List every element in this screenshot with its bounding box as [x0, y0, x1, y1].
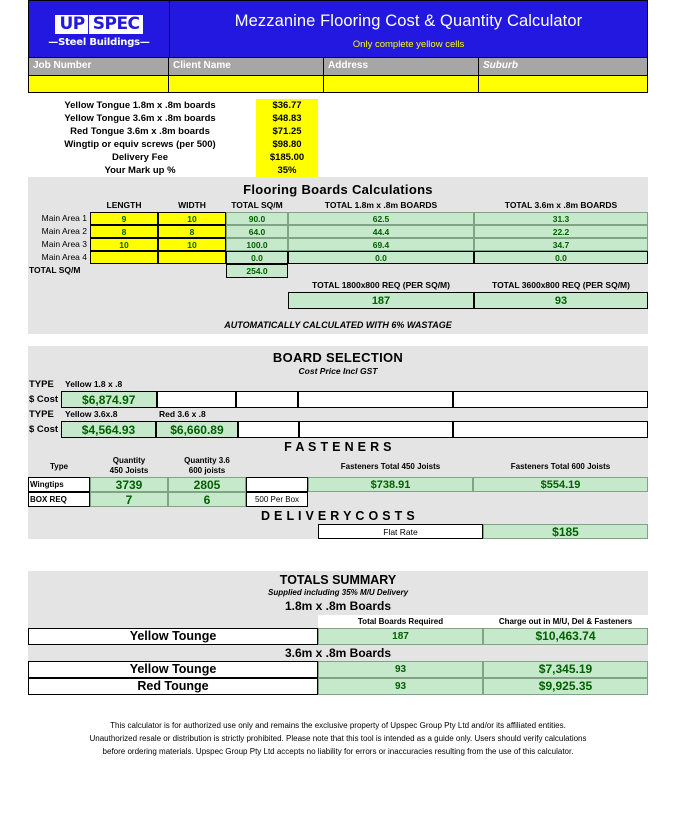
fastener-qty-600: 2805: [168, 477, 246, 492]
price-row: [28, 164, 648, 177]
price-row: [28, 112, 648, 125]
title-banner: [28, 0, 648, 58]
width-input[interactable]: 8: [158, 225, 226, 238]
total-sqm-header: TOTAL SQ/M: [231, 200, 283, 210]
board-type-row-2: [28, 408, 648, 421]
table-row: [28, 238, 648, 251]
wastage-note: AUTOMATICALLY CALCULATED WITH 6% WASTAGE: [224, 320, 452, 330]
price-label: Delivery Fee: [112, 152, 168, 163]
board-cost-4: [298, 391, 453, 408]
banner-text-block: [170, 1, 647, 57]
quantity-450-header-line1: Quantity: [112, 456, 146, 465]
price-list: [28, 99, 648, 177]
boards-36-value: 34.7: [474, 238, 648, 251]
board-cost-1: $6,874.97: [61, 391, 157, 408]
spacer-cell: [473, 492, 648, 507]
board-qty: 187: [318, 628, 483, 645]
width-input[interactable]: 10: [158, 238, 226, 251]
disclaimer-line-2: Unauthorized resale or distribution is strictly prohibited. Please note that this tool is intended as a guide only. Users should verify calculations: [89, 734, 587, 743]
banner-instruction: Only complete yellow cells: [352, 38, 465, 50]
totals-summary-title: TOTALS SUMMARY: [279, 573, 397, 587]
job-info-input-row: [28, 76, 648, 93]
totals-summary-band: [28, 571, 648, 615]
spacer-cell: [158, 264, 226, 278]
table-row: [28, 678, 648, 695]
fastener-type-header: Type: [49, 462, 69, 471]
area-label: Main Area 2: [28, 225, 90, 238]
logo-spec-text: SPEC: [89, 15, 143, 34]
client-name-input[interactable]: [169, 76, 324, 93]
board-type-3: Yellow 3.6x.8: [65, 409, 118, 419]
flooring-corner-cell: [28, 198, 90, 212]
logo-wordmark: [55, 12, 142, 34]
spacer-cell: [246, 455, 308, 477]
table-row: [28, 212, 648, 225]
logo-up-text: UP: [55, 15, 87, 34]
address-input[interactable]: [324, 76, 479, 93]
wastage-note-band: [28, 316, 648, 334]
page-title: Mezzanine Flooring Cost & Quantity Calculator: [234, 11, 583, 30]
board-selection-subtitle: Cost Price Incl GST: [298, 366, 378, 376]
fastener-box-600: 6: [168, 492, 246, 507]
flat-rate-label: Flat Rate: [318, 524, 483, 539]
delivery-band: [28, 507, 648, 524]
total-sqm-value: 254.0: [226, 264, 288, 278]
job-info-header-row: [28, 58, 648, 76]
width-input[interactable]: 10: [158, 212, 226, 225]
spacer-gap: [28, 334, 648, 346]
board-amount: $10,463.74: [483, 628, 648, 645]
flooring-header-row: [28, 198, 648, 212]
board-cost-5: [453, 391, 648, 408]
width-input[interactable]: [158, 251, 226, 264]
spacer-cell: [28, 278, 288, 292]
board-type-4: Red 3.6 x .8: [159, 409, 206, 419]
spacer-cell: [28, 292, 288, 309]
boards-18-value: 44.4: [288, 225, 474, 238]
sqm-value: 64.0: [226, 225, 288, 238]
boards-36-value: 22.2: [474, 225, 648, 238]
spacer-cell: [474, 264, 648, 278]
length-input[interactable]: 9: [90, 212, 158, 225]
width-header: WIDTH: [178, 200, 206, 210]
price-row: [28, 138, 648, 151]
price-input[interactable]: $98.80: [256, 138, 318, 151]
spacer-cell: [28, 524, 318, 539]
totals-header-row: [28, 615, 648, 628]
job-number-header: Job Number: [28, 58, 169, 76]
quantity-450-header-line2: 450 Joists: [109, 465, 149, 475]
markup-input[interactable]: 35%: [256, 164, 318, 177]
length-input[interactable]: [90, 251, 158, 264]
disclaimer-line-1: This calculator is for authorized use only and remains the exclusive property of Upspec Group Pty Ltd and/or its affiliated entities.: [110, 721, 566, 730]
table-row: [28, 251, 648, 264]
disclaimer: [28, 719, 648, 758]
area-label: Main Area 4: [28, 251, 90, 264]
quantity-600-header-line2: 600 joists: [188, 465, 226, 475]
total-sqm-label: TOTAL SQ/M: [28, 264, 90, 278]
quantity-450-header: [90, 455, 168, 477]
fastener-type: Wingtips: [28, 477, 90, 492]
req-3600-header: TOTAL 3600x800 REQ (PER SQ/M): [492, 280, 630, 290]
price-row: [28, 125, 648, 138]
board-type-1: Yellow 1.8 x .8: [65, 379, 123, 389]
board-name: Yellow Tounge: [28, 661, 318, 678]
board-cost-6: $4,564.93: [61, 421, 156, 438]
fastener-total-600: $554.19: [473, 477, 648, 492]
fasteners-title: F A S T E N E R S: [284, 440, 392, 454]
spacer-gap: [28, 539, 648, 571]
totals-section-18: 1.8m x .8m Boards: [284, 599, 392, 613]
board-name: Yellow Tounge: [28, 628, 318, 645]
fasteners-total-450-header: Fasteners Total 450 Joists: [340, 462, 441, 471]
req-value-row: [28, 292, 648, 309]
fastener-box-450: 7: [90, 492, 168, 507]
flat-rate-value: $185: [483, 524, 648, 539]
board-selection-title: BOARD SELECTION: [272, 350, 404, 365]
board-type-row-1: [28, 378, 648, 391]
cost-label: $ Cost: [28, 421, 61, 438]
boards-36-value: 0.0: [474, 251, 648, 264]
sqm-value: 90.0: [226, 212, 288, 225]
charge-out-header: Charge out in M/U, Del & Fasteners: [483, 615, 648, 628]
totals-section-36-band: [28, 645, 648, 661]
content-frame: [28, 0, 648, 758]
type-label: TYPE: [28, 408, 61, 421]
type-label: TYPE: [28, 378, 61, 391]
price-label: Yellow Tongue 1.8m x .8m boards: [64, 100, 216, 111]
board-name: Red Tounge: [28, 678, 318, 695]
per-box-note: 500 Per Box: [246, 492, 308, 507]
boards-36-value: 31.3: [474, 212, 648, 225]
delivery-row: [28, 524, 648, 539]
price-label: Wingtip or equiv screws (per 500): [64, 139, 216, 150]
fastener-total-450: $738.91: [308, 477, 473, 492]
sqm-value: 100.0: [226, 238, 288, 251]
board-cost-2: [157, 391, 237, 408]
quantity-600-header: [168, 455, 246, 477]
board-qty: 93: [318, 661, 483, 678]
board-cost-9: [299, 421, 453, 438]
fasteners-band: [28, 438, 648, 455]
fasteners-total-600-header: Fasteners Total 600 Joists: [510, 462, 611, 471]
price-input[interactable]: $71.25: [256, 125, 318, 138]
suburb-header: Suburb: [479, 58, 648, 76]
table-row: [28, 628, 648, 645]
disclaimer-line-3: before ordering materials. Upspec Group Pty Ltd accepts no liability for errors or inaccuracies resulting from the use of this calculator.: [102, 747, 574, 756]
address-header: Address: [324, 58, 479, 76]
board-cost-row-1: [28, 391, 648, 408]
client-name-header: Client Name: [169, 58, 324, 76]
boards-18-value: 69.4: [288, 238, 474, 251]
board-type-2: [155, 378, 235, 391]
upspec-logo: [29, 1, 170, 57]
board-amount: $7,345.19: [483, 661, 648, 678]
delivery-title: D E L I V E R Y C O S T S: [260, 509, 416, 523]
price-label: Your Mark up %: [104, 165, 176, 176]
fastener-type: BOX REQ: [28, 492, 90, 507]
req-1800-value: 187: [288, 292, 474, 309]
flooring-section-title: Flooring Boards Calculations: [243, 182, 433, 197]
quantity-600-header-line1: Quantity 3.6: [184, 456, 230, 465]
board-qty: 93: [318, 678, 483, 695]
board-cost-10: [453, 421, 648, 438]
total-boards-required-header: Total Boards Required: [318, 615, 483, 628]
total-sqm-row: [28, 264, 648, 278]
price-row: [28, 151, 648, 164]
length-header: LENGTH: [106, 200, 142, 210]
suburb-input[interactable]: [479, 76, 648, 93]
board-cost-3: [236, 391, 298, 408]
req-1800-header: TOTAL 1800x800 REQ (PER SQ/M): [312, 280, 450, 290]
table-row: [28, 225, 648, 238]
sqm-value: 0.0: [226, 251, 288, 264]
fastener-qty-450: 3739: [90, 477, 168, 492]
cost-label: $ Cost: [28, 391, 61, 408]
fastener-note: [246, 477, 308, 492]
area-label: Main Area 1: [28, 212, 90, 225]
spacer-cell: [308, 492, 473, 507]
total-18-boards-header: TOTAL 1.8m x .8m BOARDS: [324, 200, 438, 210]
spacer-cell: [28, 615, 318, 628]
board-amount: $9,925.35: [483, 678, 648, 695]
table-row: [28, 492, 648, 507]
spacer-cell: [90, 264, 158, 278]
price-row: [28, 99, 648, 112]
totals-summary-subtitle: Supplied including 35% M/U Delivery: [267, 588, 409, 597]
logo-tagline: —Steel Buildings—: [48, 37, 150, 48]
length-input[interactable]: 8: [90, 225, 158, 238]
fasteners-header-row: [28, 455, 648, 477]
price-input[interactable]: $48.83: [256, 112, 318, 125]
price-label: Red Tongue 3.6m x .8m boards: [70, 126, 210, 137]
boards-18-value: 0.0: [288, 251, 474, 264]
totals-section-36: 3.6m x .8m Boards: [284, 646, 392, 660]
length-input[interactable]: 10: [90, 238, 158, 251]
total-36-boards-header: TOTAL 3.6m x .8m BOARDS: [504, 200, 618, 210]
spacer-band: [28, 309, 648, 316]
board-cost-7: $6,660.89: [156, 421, 237, 438]
price-input[interactable]: $36.77: [256, 99, 318, 112]
boards-18-value: 62.5: [288, 212, 474, 225]
price-input[interactable]: $185.00: [256, 151, 318, 164]
area-label: Main Area 3: [28, 238, 90, 251]
job-number-input[interactable]: [28, 76, 169, 93]
table-row: [28, 477, 648, 492]
board-selection-band: [28, 346, 648, 378]
flooring-section-band: [28, 177, 648, 198]
board-cost-row-2: [28, 421, 648, 438]
req-header-row: [28, 278, 648, 292]
req-3600-value: 93: [474, 292, 648, 309]
table-row: [28, 661, 648, 678]
price-label: Yellow Tongue 3.6m x .8m boards: [64, 113, 216, 124]
board-cost-8: [238, 421, 300, 438]
spacer-cell: [288, 264, 474, 278]
